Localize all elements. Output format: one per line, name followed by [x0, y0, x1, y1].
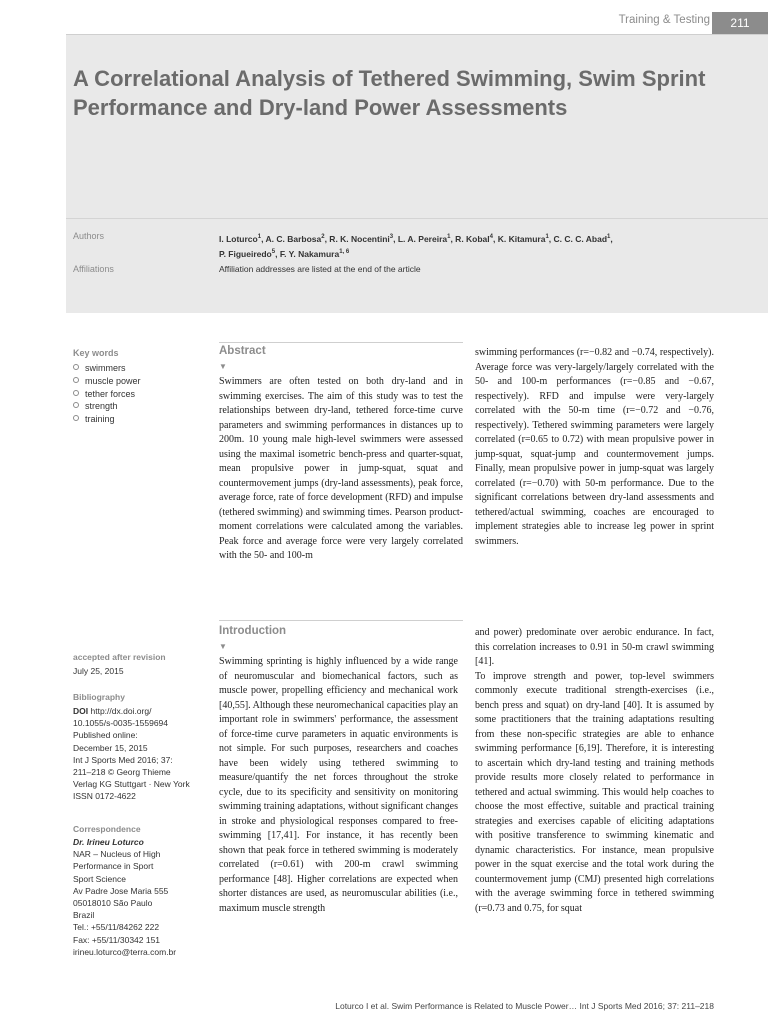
bibliography-line: Published online:	[73, 730, 138, 741]
title-panel-divider	[66, 218, 768, 219]
correspondence-line: Fax: +55/11/30342 151	[73, 934, 161, 945]
running-header-section: Training & Testing	[618, 14, 710, 26]
affiliations-text: Affiliation addresses are listed at the end of the article	[219, 264, 421, 274]
correspondence-line: Tel.: +55/11/84262 222	[73, 922, 160, 933]
keyword-item: swimmers	[73, 362, 141, 375]
author-list: I. Loturco$^1$, A. C. Barbosa$^2$, R. K. Nocentini$^3$, L. A. Pereira$^1$, R. Kobal$^4$, K. Kitamura$^1$, C. C. C. Abad$^1$, P. Figueiredo$^5$, F. Y. Nakamura$^{1, 6}$	[219, 233, 613, 259]
correspondence-line: Brazil	[73, 910, 95, 921]
correspondence-line: Av Padre Jose Maria 555	[73, 885, 169, 896]
bibliography-line: 211–218 © Georg Thieme	[73, 767, 171, 778]
intro-paragraph: and power) predominate over aerobic endurance. In fact, this correlation increases to 0.91 in 50-m crawl swimming [41].	[475, 627, 714, 667]
running-footer: Loturco I et al. Swim Performance is Related to Muscle Power… Int J Sports Med 2016; 37: 211–218	[335, 1001, 714, 1011]
abstract-column-2: swimming performances (r=−0.82 and −0.74, respectively). Average force was very-largely/largely correlated with the 50- and 100-m performances (r=−0.85 and −0.67, respectively). RFD and impulse were very-largely correlated with the 50-m time (r=−0.72 and −0.76, respectively). Tethered swimming parameters were largely correlated (r=0.65 to 0.72) with mean propulsive power in jump-squat, squat-jump and countermovement jumps. Finally, mean propulsive power in jump-squat was largely correlated (r=−0.70) with 50-m performance. Due to the significant correlations between dry-land assessments and tethered/actual swimming, coaches are encouraged to implement strategies able to increase leg power in sprint swimmers.	[475, 347, 714, 547]
keyword-item: training	[73, 413, 141, 426]
intro-paragraph: To improve strength and power, top-level swimmers commonly execute traditional strength-exercises (i.e., bench press and squat) on dry-land [40]. It is assumed by some practitioners that the training adaptations resulting from these non-specific strategies are able to enhance swimming performance [6,19]. Therefore, it is interesting to ascertain which dry-land testing and training methods provide results more closely related to performance in tethered and actual swimming. This would help coaches to choose the most effective, suitable and practical training strategies and exercises capable of eliciting adaptations with positive transference to swimming kinematic and dynamic characteristics. For instance, mean propulsive power in the squat exercise and the total work during the countermovement jump (CMJ) presented high correlations with the average swimming force in tethered swimming (r=0.73 and 0.75, for squat	[475, 670, 714, 914]
correspondence-line: Sport Science	[73, 873, 126, 884]
accepted-label: accepted after revision	[73, 652, 166, 662]
triangle-marker-icon: ▼	[219, 642, 227, 651]
article-title: A Correlational Analysis of Tethered Swimming, Swim Sprint Performance and Dry-land Power Assessments	[73, 66, 706, 120]
correspondence-block	[73, 836, 203, 958]
introduction-heading: Introduction	[219, 625, 287, 637]
correspondence-line: Performance in Sport	[73, 861, 154, 872]
page-number-badge: 211	[712, 12, 768, 34]
correspondence-name: Dr. Irineu Loturco	[73, 837, 144, 847]
bibliography-line: ISSN 0172-4622	[73, 791, 136, 802]
introduction-column-2	[475, 626, 714, 916]
introduction-column-1: Swimming sprinting is highly influenced by a wide range of neuromuscular and biomechanical factors, such as muscle power, propelling efficiency and mechanical work [40,55]. Although these neuromechanical capacities play an important role in swimmers' performance, the assessment of force-time curve parameters in aquatic environments is not simple. For such purposes, researchers and coaches have been widely using tethered swimming to measure/quantify the net forces throughout the stroke cycle, due to its specificity and sensitivity on monitoring swimming training adaptations, without significant changes in stroke and physiological responses compared to free-swimming [17,41]. For instance, it has recently been shown that peak force in tethered swimming is moderately correlated (r=0.61) with 200-m crawl swimming performance [48]. Higher correlations are expected when shorter distances are used, as neuromuscular abilities (i.e., maximum muscle strength	[219, 656, 458, 914]
doi-link[interactable]: http://dx.doi.org/	[90, 706, 152, 716]
bibliography-line: Verlag KG Stuttgart · New York	[73, 779, 190, 790]
keywords-list	[73, 362, 141, 426]
triangle-marker-icon: ▼	[219, 362, 227, 371]
bibliography-line: 10.1055/s-0035-1559694	[73, 718, 168, 729]
bibliography-line: Int J Sports Med 2016; 37:	[73, 754, 173, 765]
abstract-rule	[219, 342, 463, 343]
accepted-date: July 25, 2015	[73, 666, 124, 676]
email-link[interactable]: irineu.loturco@terra.com.br	[73, 946, 177, 957]
keyword-item: muscle power	[73, 375, 141, 388]
introduction-rule	[219, 620, 463, 621]
bibliography-label: Bibliography	[73, 692, 125, 702]
authors-label: Authors	[73, 231, 105, 241]
keyword-item: tether forces	[73, 388, 141, 401]
abstract-heading: Abstract	[219, 345, 266, 357]
correspondence-label: Correspondence	[73, 824, 141, 834]
bibliography-block	[73, 705, 203, 803]
keywords-heading: Key words	[73, 348, 119, 358]
bibliography-line: December 15, 2015	[73, 742, 148, 753]
correspondence-line: 05018010 São Paulo	[73, 898, 153, 909]
affiliations-label: Affiliations	[73, 264, 114, 274]
doi-line: DOI http://dx.doi.org/	[73, 706, 152, 716]
abstract-column-1: Swimmers are often tested on both dry-land and in swimming exercises. The aim of this study was to test the relationships between dry-land, tethered force-time curve parameters and swimming performances in distances up to 200m. 10 young male high-level swimmers were assessed using the maximal isometric bench-press and quarter-squat, mean propulsive power in jump-squat, squat and countermovement jumps (dry-land assessments), peak force, average force, rate of force development (RFD) and impulse (tethered swimming) and swimming times. Pearson product-moment correlations were calculated among the variables. Peak force and average force were very largely correlated with the 50- and 100-m	[219, 376, 463, 561]
correspondence-line: NAR – Nucleus of High	[73, 849, 161, 860]
keyword-item: strength	[73, 400, 141, 413]
